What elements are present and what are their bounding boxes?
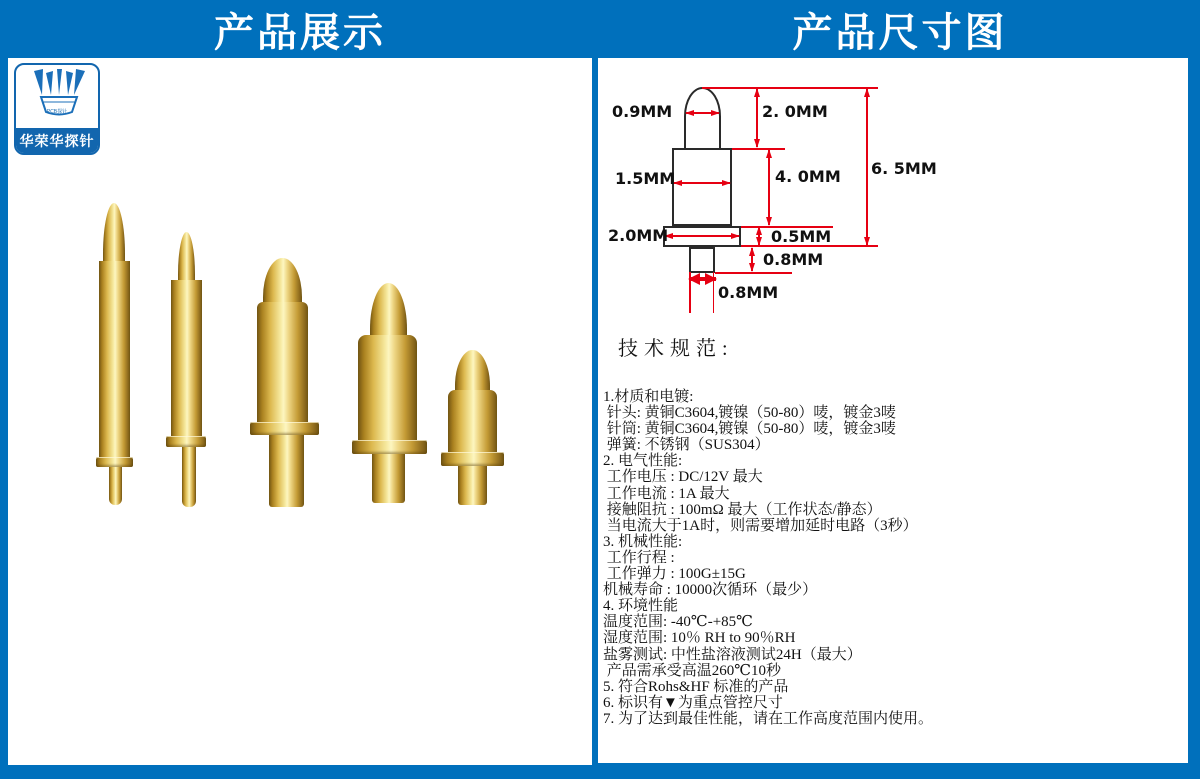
- ref-line-top: [702, 87, 878, 89]
- drawing-tail: [689, 247, 715, 273]
- pin4-flange: [352, 440, 427, 454]
- pin3-flange: [250, 422, 319, 435]
- pin1-tail: [109, 467, 122, 505]
- spec-line: 3. 机械性能:: [603, 533, 683, 550]
- pin1-barrel: [99, 261, 130, 457]
- pin3-plunger-head: [263, 258, 302, 304]
- pin4-barrel: [358, 335, 417, 440]
- pin1-plunger-tip: [103, 203, 125, 263]
- brand-logo: [14, 63, 100, 155]
- dim-arrow-tail-length: [751, 248, 753, 271]
- spec-line: 温度范围: -40℃-+85℃: [603, 614, 753, 631]
- ref-line-barrel-top: [732, 148, 785, 150]
- dim-arrow-overall-height: [866, 89, 868, 245]
- spec-line: 5. 符合Rohs&HF 标准的产品: [603, 678, 789, 695]
- dim-label-head-height: 2. 0MM: [762, 102, 828, 121]
- dim-label-tip-width: 0.9MM: [612, 102, 673, 121]
- spec-line: 针头: 黄铜C3604,镀镍（50-80）唛，镀金3唛: [603, 405, 896, 422]
- dim-label-overall-height: 6. 5MM: [871, 159, 937, 178]
- pin2-plunger-tip: [178, 232, 195, 282]
- spec-line: 湿度范围: 10％ RH to 90％RH: [603, 630, 796, 647]
- ref-line-tail-bottom: [715, 272, 792, 274]
- left-panel-title: 产品展示: [214, 10, 386, 55]
- spec-line: 盐雾测试: 中性盐溶液测试24H（最大）: [603, 646, 862, 663]
- dim-arrow-tip-width: [686, 112, 719, 114]
- dim-arrow-barrel-height: [768, 150, 770, 225]
- dim-arrow-barrel-width: [674, 182, 730, 184]
- pin5-flange: [441, 452, 504, 466]
- pin4-plunger-head: [370, 283, 407, 337]
- spec-line: 弹簧: 不锈钢（SUS304）: [603, 437, 770, 454]
- dim-label-flange-thickness: 0.5MM: [771, 227, 832, 246]
- dim-label-flange-width: 2.0MM: [608, 226, 669, 245]
- pin3-tail: [269, 435, 304, 507]
- dim-arrow-tail-width: [689, 277, 716, 281]
- spec-line: 工作电流 : 1A 最大: [603, 485, 730, 502]
- spec-line: 4. 环境性能: [603, 598, 679, 615]
- pin3-barrel: [257, 302, 308, 422]
- spec-line: 接触阻抗 : 100mΩ 最大（工作状态/静态）: [603, 501, 882, 518]
- spec-line: 机械寿命 : 10000次循环（最少）: [603, 582, 818, 599]
- dim-label-barrel-height: 4. 0MM: [775, 167, 841, 186]
- dim-label-barrel-width: 1.5MM: [615, 169, 676, 188]
- specs-heading: 技术规范:: [618, 338, 734, 360]
- dimension-panel: [598, 58, 1188, 763]
- spec-line: 当电流大于1A时，则需要增加延时电路（3秒）: [603, 517, 918, 534]
- pin5-tail: [458, 466, 487, 505]
- spec-line: 工作行程 :: [603, 549, 675, 566]
- pin2-flange: [166, 436, 206, 447]
- spec-line: 6. 标识有▼为重点管控尺寸: [603, 694, 783, 711]
- specs-text-block: [603, 389, 933, 727]
- right-panel-title: 产品尺寸图: [792, 10, 1008, 55]
- dim-arrow-flange-thickness: [758, 227, 760, 245]
- pin5-plunger-head: [455, 350, 490, 392]
- spec-line: 针筒: 黄铜C3604,镀镍（50-80）唛，镀金3唛: [603, 421, 896, 438]
- spec-line: 工作电压 : DC/12V 最大: [603, 469, 763, 486]
- drawing-barrel: [672, 148, 732, 226]
- spec-line: 2. 电气性能:: [603, 453, 683, 470]
- spec-line: 产品需承受高温260℃10秒: [603, 662, 782, 679]
- shuttlecock-icon: [28, 68, 90, 124]
- product-photo-panel: [8, 58, 592, 765]
- dim-label-tail-length: 0.8MM: [763, 250, 824, 269]
- pin2-tail: [182, 447, 196, 507]
- spec-line: 工作弹力 : 100G±15G: [603, 566, 746, 583]
- dim-arrow-flange-width: [665, 235, 739, 237]
- pin1-flange: [96, 457, 133, 467]
- logo-brand-text: 华荣华探针: [16, 128, 98, 153]
- pin2-barrel: [171, 280, 202, 436]
- spec-line: 7. 为了达到最佳性能，请在工作高度范围内使用。: [603, 710, 934, 727]
- pin5-barrel: [448, 390, 497, 452]
- dim-label-tail-width: 0.8MM: [718, 283, 779, 302]
- dim-arrow-head-height: [756, 89, 758, 147]
- spec-line: 1.材质和电镀:: [603, 389, 694, 405]
- pin4-tail: [372, 454, 405, 503]
- drawing-plunger-dome: [684, 87, 721, 148]
- logo-emblem-text: PCB探针: [46, 109, 68, 115]
